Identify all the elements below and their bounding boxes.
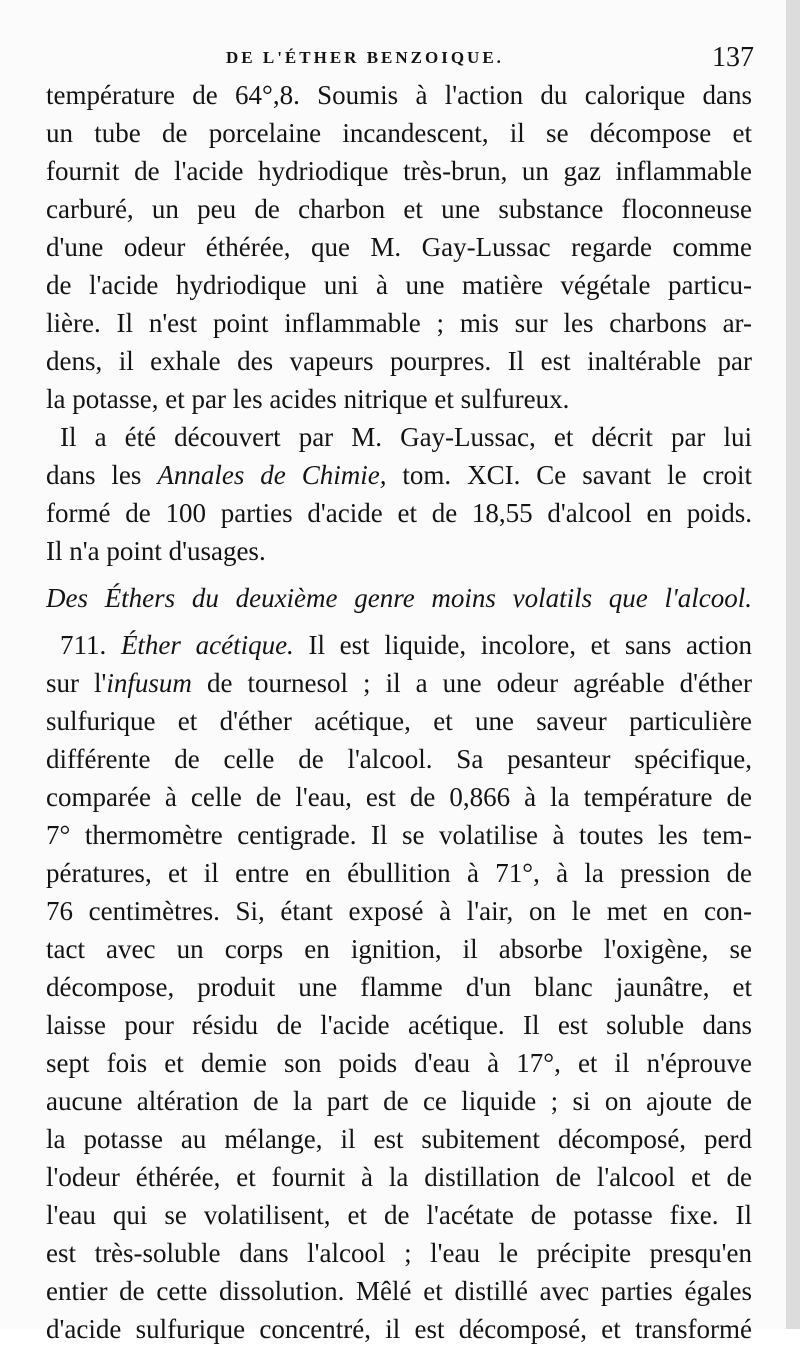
text-line: sulfurique et d'éther acétique, et une saveur particulière [46,706,752,736]
text-line [46,626,752,664]
text-line: Il n'a point d'usages. [46,536,266,566]
text-line: tact avec un corps en ignition, il absorbe l'oxigène, se [46,934,752,964]
text-line: formé de 100 parties d'acide et de 18,55 d'alcool en poids. [46,498,752,528]
text-line: différente de celle de l'alcool. Sa pesanteur spécifique, [46,744,752,774]
text-line: laisse pour résidu de l'acide acétique. Il est soluble dans [46,1010,752,1040]
text-line: d'acide sulfurique concentré, il est décomposé, et transformé [46,1314,752,1344]
text-line [46,456,752,494]
text-line: sept fois et demie son poids d'eau à 17°, et il n'éprouve [46,1048,752,1078]
text-line: un tube de porcelaine incandescent, il se décompose et [46,118,752,148]
text-line: entier de cette dissolution. Mêlé et distillé avec parties égales [46,1276,752,1306]
text-line: la potasse, et par les acides nitrique et sulfureux. [46,384,570,414]
text-line: l'eau qui se volatilisent, et de l'acétate de potasse fixe. Il [46,1200,752,1230]
page-edge-shadow [786,0,800,1329]
text-line: fournit de l'acide hydriodique très-brun, un gaz inflammable [46,156,752,186]
page-number: 137 [712,42,754,73]
text-line: de l'acide hydriodique uni à une matière végétale particu- [46,270,752,300]
section-term: Éther acétique. [120,630,294,660]
text-line: 76 centimètres. Si, étant exposé à l'air, on le met en con- [46,896,752,926]
text-line: est très-soluble dans l'alcool ; l'eau le précipite presqu'en [46,1238,752,1268]
section-heading: Des Éthers du deuxième genre moins volatils que l'alcool. [46,583,752,613]
text-line: l'odeur éthérée, et fournit à la distillation de l'alcool et de [46,1162,752,1192]
text-span: Il est liquide, incolore, et sans action [293,630,752,660]
text-line: la potasse au mélange, il est subitement décomposé, perd [46,1124,752,1154]
text-span: dans les [46,460,158,490]
text-line: Il a été découvert par M. Gay-Lussac, et décrit par lui [60,422,752,452]
text-line: pératures, et il entre en ébullition à 71°, à la pression de [46,858,752,888]
text-line: carburé, un peu de charbon et une substance floconneuse [46,194,752,224]
text-line: comparée à celle de l'eau, est de 0,866 à la température de [46,782,752,812]
text-span: tom. XCI. Ce savant le croit [386,460,752,490]
paragraph-2 [46,418,752,570]
text-line [46,664,752,702]
section-number: 711. [60,630,107,660]
paragraph-1 [46,76,752,418]
text-span: sur l' [46,668,107,698]
text-line: température de 64°,8. Soumis à l'action du calorique dans [46,80,752,110]
journal-title: Annales de Chimie, [157,460,387,490]
text-line: d'une odeur éthérée, que M. Gay-Lussac regarde comme [46,232,752,262]
text-line: lière. Il n'est point inflammable ; mis sur les charbons ar- [46,308,752,338]
page-body [46,76,752,1348]
running-head: DE L'ÉTHER BENZOIQUE. [226,48,504,67]
text-line: 7° thermomètre centigrade. Il se volatilise à toutes les tem- [46,820,752,850]
text-line: aucune altération de la part de ce liquide ; si on ajoute de [46,1086,752,1116]
italic-term: infusum [106,668,192,698]
paragraph-3 [46,626,752,1348]
text-span: de tournesol ; il a une odeur agréable d'éther [191,668,752,698]
text-line: dens, il exhale des vapeurs pourpres. Il est inaltérable par [46,346,752,376]
text-line: décompose, produit une flamme d'un blanc jaunâtre, et [46,972,752,1002]
